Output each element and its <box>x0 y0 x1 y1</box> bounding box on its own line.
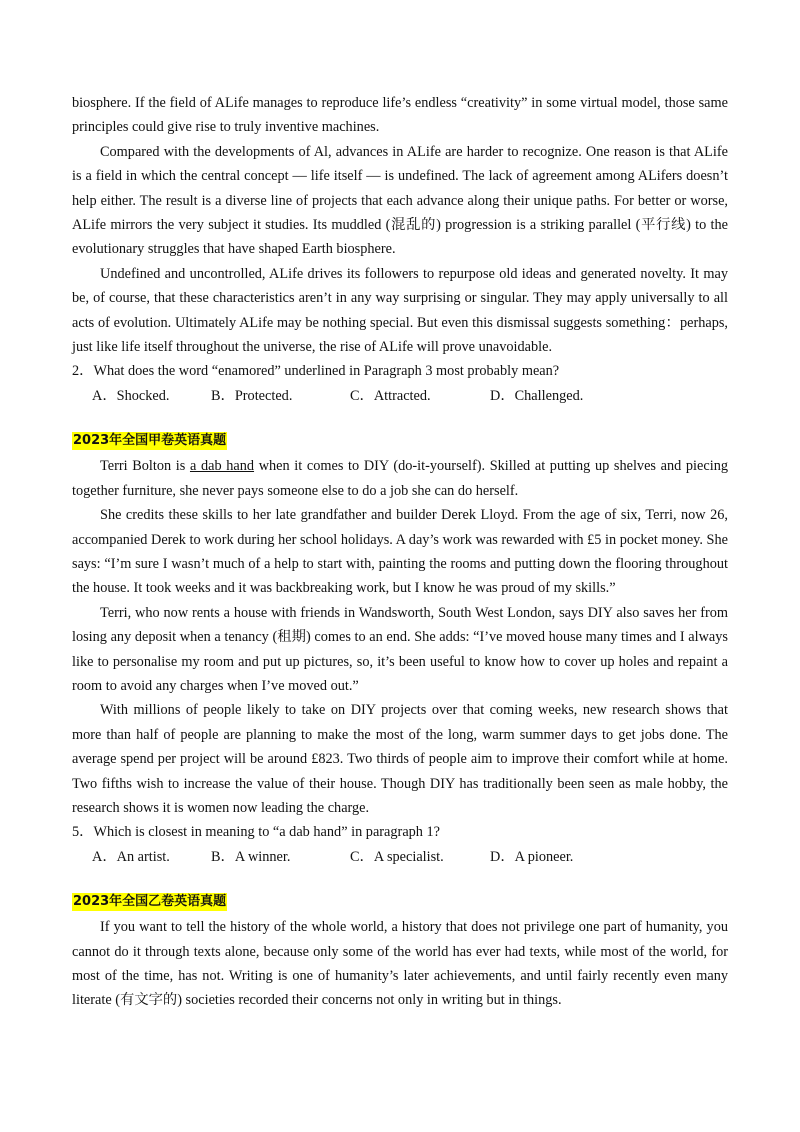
question-5: 5．Which is closest in meaning to “a dab hand” in paragraph 1? <box>72 824 441 841</box>
option-d: D．A pioneer. <box>490 848 574 865</box>
option-c: C．Attracted. <box>350 387 431 404</box>
text-run: Terri Bolton is <box>100 458 190 475</box>
section-heading: 2023年全国乙卷英语真题 <box>73 894 227 910</box>
paragraph: Compared with the developments of Al, advances in ALife are harder to recognize. One reason is that ALife is a field in which the central concept — life itself — is undefined. The lack of agreement among ALifers doesn’t help either. The result is a diverse line of projects that each advance along their unique paths. For better or worse, ALife mirrors the very subject it studies. Its muddled (混乱的) progression is a striking parallel (平行线) to the evolutionary struggles that have shaped Earth biosphere. <box>72 143 728 258</box>
option-d: D．Challenged. <box>490 387 584 404</box>
option-a: A．Shocked. <box>92 387 170 404</box>
option-b: B．A winner. <box>211 848 291 865</box>
paragraph: biosphere. If the field of ALife manages to reproduce life’s endless “creativity” in some virtual model, those same principles could give rise to truly inventive machines. <box>72 95 728 136</box>
question-2-options <box>72 384 728 408</box>
question-5-options <box>72 845 728 869</box>
underlined-phrase: a dab hand <box>189 458 255 475</box>
option-c: C．A specialist. <box>350 848 444 865</box>
question-2: 2．What does the word “enamored” underlined in Paragraph 3 most probably mean? <box>72 363 560 380</box>
paragraph: With millions of people likely to take on DIY projects over that coming weeks, new research shows that more than half of people are planning to make the most of the long, warm summer days to get jobs done. The average spend per project will be around £823. Two thirds of people aim to improve their comfort while at home. Two fifths wish to increase the value of their house. Though DIY has traditionally been seen as male hobby, the research shows it is women now leading the charge. <box>72 702 728 816</box>
passage-alife <box>72 91 728 408</box>
option-b: B．Protected. <box>211 387 293 404</box>
paragraph: Undefined and uncontrolled, ALife drives its followers to repurpose old ideas and generated novelty. It may be, of course, that these characteristics aren’t in any way surprising or singular. They may apply universally to all acts of evolution. Ultimately ALife may be nothing special. But even this dismissal suggests something：perhaps, just like life itself throughout the universe, the rise of ALife will prove unavoidable. <box>72 265 728 356</box>
paragraph: If you want to tell the history of the whole world, a history that does not privilege one part of humanity, you cannot do it through texts alone, because only some of the world has ever had texts, while most of the world, for most of the time, has not. Writing is one of humanity’s later achievements, and until fairly recently even many literate (有文字的) societies recorded their concerns not only in writing but in things. <box>72 919 728 1009</box>
passage-history <box>72 869 728 1013</box>
paragraph <box>72 454 728 503</box>
option-a: A．An artist. <box>92 848 170 865</box>
paragraph: Terri, who now rents a house with friends in Wandsworth, South West London, says DIY also saves her from losing any deposit when a tenancy (租期) comes to an end. She adds: “I’ve moved house many times and I always like to personalise my room and put up pictures, so, it’s been useful to know how to cover up holes and repaint a room to avoid any charges when I’ve moved out.” <box>72 604 728 694</box>
passage-diy <box>72 408 728 869</box>
text-run: when it comes to DIY (do-it-yourself). Skilled at putting up shelves and piecing together furniture, she never pays someone else to do a job she can do herself. <box>72 458 728 499</box>
paragraph: She credits these skills to her late grandfather and builder Derek Lloyd. From the age of six, Terri, now 26, accompanied Derek to work during her school holidays. A day’s work was rewarded with £5 in pocket money. She says: “I’m sure I wasn’t much of a help to start with, painting the rooms and putting down the flooring throughout the house. It took weeks and it was backbreaking work, but I know he was proud of my skills.” <box>72 507 728 597</box>
section-heading: 2023年全国甲卷英语真题 <box>73 433 227 449</box>
